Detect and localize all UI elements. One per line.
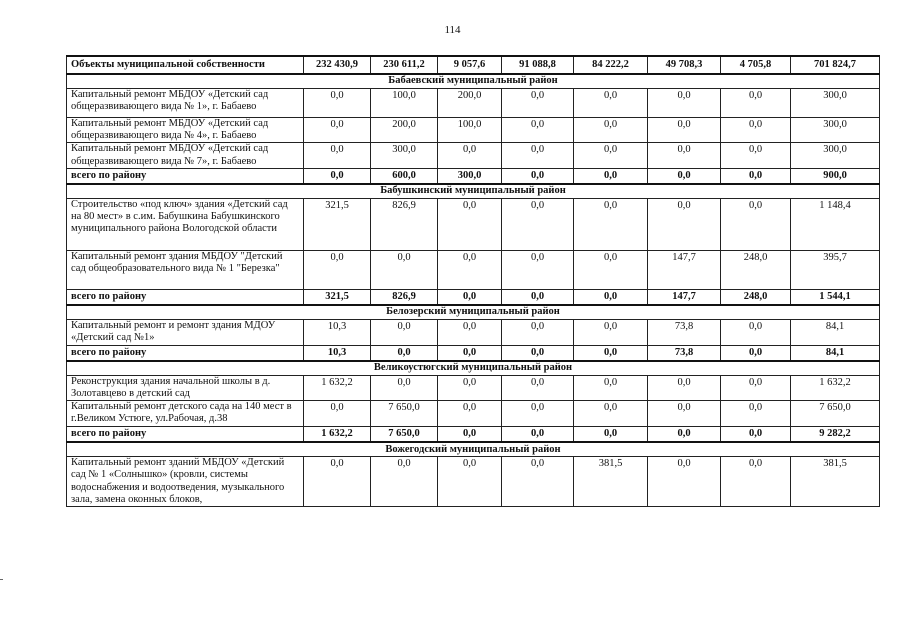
- total-value: 0,0: [502, 168, 574, 184]
- district-heading: Бабушкинский муниципальный район: [67, 184, 880, 199]
- total-value: 0,0: [721, 427, 791, 443]
- cell-value: 200,0: [371, 118, 438, 143]
- total-value: 300,0: [438, 168, 502, 184]
- table-row: [67, 319, 880, 345]
- total-value: 0,0: [574, 168, 648, 184]
- total-value: 0,0: [438, 345, 502, 361]
- total-label: всего по району: [67, 427, 304, 443]
- object-name: Капитальный ремонт здания МБДОУ "Детский сад общеобразовательного вида № 1 "Березка": [67, 250, 304, 289]
- district-total-row: [67, 289, 880, 305]
- district-total-row: [67, 168, 880, 184]
- cell-value: 0,0: [648, 198, 721, 250]
- cell-value: 300,0: [791, 143, 880, 168]
- header-value: 4 705,8: [721, 56, 791, 74]
- total-value: 0,0: [648, 168, 721, 184]
- cell-value: 826,9: [371, 198, 438, 250]
- total-label: всего по району: [67, 345, 304, 361]
- total-value: 9 282,2: [791, 427, 880, 443]
- cell-value: 10,3: [304, 319, 371, 345]
- cell-value: 0,0: [304, 118, 371, 143]
- cell-value: 0,0: [502, 143, 574, 168]
- total-value: 1 632,2: [304, 427, 371, 443]
- cell-value: 0,0: [371, 319, 438, 345]
- header-value: 232 430,9: [304, 56, 371, 74]
- total-value: 0,0: [721, 345, 791, 361]
- cell-value: 1 632,2: [304, 375, 371, 400]
- cell-value: 1 632,2: [791, 375, 880, 400]
- cell-value: 0,0: [438, 457, 502, 507]
- cell-value: 0,0: [721, 143, 791, 168]
- cell-value: 0,0: [304, 250, 371, 289]
- total-value: 7 650,0: [371, 427, 438, 443]
- cell-value: 0,0: [574, 401, 648, 427]
- total-value: 0,0: [502, 427, 574, 443]
- cell-value: 100,0: [371, 89, 438, 118]
- object-name: Капитальный ремонт и ремонт здания МДОУ «Детский сад №1»: [67, 319, 304, 345]
- cell-value: 0,0: [574, 375, 648, 400]
- total-value: 0,0: [438, 289, 502, 305]
- district-heading-row: [67, 74, 880, 89]
- cell-value: 300,0: [371, 143, 438, 168]
- cell-value: 0,0: [438, 250, 502, 289]
- cell-value: 0,0: [721, 319, 791, 345]
- total-value: 84,1: [791, 345, 880, 361]
- cell-value: 147,7: [648, 250, 721, 289]
- total-value: 0,0: [438, 427, 502, 443]
- cell-value: 0,0: [304, 457, 371, 507]
- table-row: [67, 89, 880, 118]
- cell-value: 0,0: [371, 457, 438, 507]
- table-row: [67, 143, 880, 168]
- header-value: 9 057,6: [438, 56, 502, 74]
- cell-value: 0,0: [502, 457, 574, 507]
- table-row: [67, 401, 880, 427]
- header-value: 701 824,7: [791, 56, 880, 74]
- cell-value: 0,0: [438, 143, 502, 168]
- cell-value: 84,1: [791, 319, 880, 345]
- total-value: 0,0: [648, 427, 721, 443]
- cell-value: 248,0: [721, 250, 791, 289]
- object-name: Капитальный ремонт МБДОУ «Детский сад общеразвивающего вида № 1», г. Бабаево: [67, 89, 304, 118]
- cell-value: 381,5: [574, 457, 648, 507]
- district-heading-row: [67, 442, 880, 457]
- scan-mark: [0, 579, 3, 580]
- total-value: 0,0: [574, 289, 648, 305]
- cell-value: 0,0: [721, 89, 791, 118]
- header-value: 49 708,3: [648, 56, 721, 74]
- total-value: 0,0: [574, 345, 648, 361]
- cell-value: 0,0: [438, 375, 502, 400]
- district-heading: Бабаевский муниципальный район: [67, 74, 880, 89]
- object-name: Реконструкция здания начальной школы в д. Золотавцево в детский сад: [67, 375, 304, 400]
- cell-value: 0,0: [721, 375, 791, 400]
- cell-value: 0,0: [502, 319, 574, 345]
- cell-value: 0,0: [502, 89, 574, 118]
- total-value: 0,0: [721, 168, 791, 184]
- cell-value: 200,0: [438, 89, 502, 118]
- total-value: 321,5: [304, 289, 371, 305]
- table-row: [67, 457, 880, 507]
- table-row: [67, 118, 880, 143]
- cell-value: 0,0: [721, 118, 791, 143]
- district-total-row: [67, 427, 880, 443]
- cell-value: 7 650,0: [791, 401, 880, 427]
- cell-value: 0,0: [574, 118, 648, 143]
- cell-value: 73,8: [648, 319, 721, 345]
- cell-value: 0,0: [371, 250, 438, 289]
- cell-value: 0,0: [574, 198, 648, 250]
- cell-value: 0,0: [438, 319, 502, 345]
- total-value: 0,0: [574, 427, 648, 443]
- cell-value: 0,0: [438, 198, 502, 250]
- cell-value: 0,0: [648, 457, 721, 507]
- district-total-row: [67, 345, 880, 361]
- district-heading-row: [67, 184, 880, 199]
- cell-value: 0,0: [574, 89, 648, 118]
- cell-value: 0,0: [648, 401, 721, 427]
- district-heading-row: [67, 361, 880, 376]
- cell-value: 0,0: [502, 118, 574, 143]
- table-header-row: [67, 56, 880, 74]
- total-value: 1 544,1: [791, 289, 880, 305]
- district-heading-row: [67, 305, 880, 320]
- object-name: Капитальный ремонт МБДОУ «Детский сад общеразвивающего вида № 4», г. Бабаево: [67, 118, 304, 143]
- cell-value: 321,5: [304, 198, 371, 250]
- cell-value: 0,0: [648, 375, 721, 400]
- total-value: 147,7: [648, 289, 721, 305]
- object-name: Строительство «под ключ» здания «Детский сад на 80 мест» в с.им. Бабушкина Бабушкинского муниципального района Вологодской области: [67, 198, 304, 250]
- cell-value: 300,0: [791, 89, 880, 118]
- header-value: 91 088,8: [502, 56, 574, 74]
- cell-value: 395,7: [791, 250, 880, 289]
- total-value: 600,0: [371, 168, 438, 184]
- budget-table: [66, 55, 880, 507]
- cell-value: 0,0: [502, 198, 574, 250]
- cell-value: 0,0: [371, 375, 438, 400]
- total-value: 900,0: [791, 168, 880, 184]
- cell-value: 0,0: [502, 375, 574, 400]
- page-number: 114: [444, 24, 461, 36]
- header-label: Объекты муниципальной собственности: [67, 56, 304, 74]
- district-heading: Великоустюгский муниципальный район: [67, 361, 880, 376]
- total-value: 10,3: [304, 345, 371, 361]
- object-name: Капитальный ремонт МБДОУ «Детский сад общеразвивающего вида № 7», г. Бабаево: [67, 143, 304, 168]
- total-label: всего по району: [67, 289, 304, 305]
- cell-value: 0,0: [304, 143, 371, 168]
- cell-value: 381,5: [791, 457, 880, 507]
- cell-value: 0,0: [574, 143, 648, 168]
- total-value: 0,0: [371, 345, 438, 361]
- cell-value: 100,0: [438, 118, 502, 143]
- table-row: [67, 375, 880, 400]
- table-row: [67, 198, 880, 250]
- cell-value: 0,0: [648, 89, 721, 118]
- cell-value: 7 650,0: [371, 401, 438, 427]
- cell-value: 0,0: [304, 89, 371, 118]
- total-value: 73,8: [648, 345, 721, 361]
- district-heading: Вожегодский муниципальный район: [67, 442, 880, 457]
- cell-value: 0,0: [502, 401, 574, 427]
- cell-value: 0,0: [574, 250, 648, 289]
- object-name: Капитальный ремонт зданий МБДОУ «Детский сад № 1 «Солнышко» (кровли, системы водоснабжения и водоотведения, музыкального зала, замена оконных блоков,: [67, 457, 304, 507]
- total-value: 0,0: [502, 345, 574, 361]
- cell-value: 0,0: [574, 319, 648, 345]
- cell-value: 0,0: [438, 401, 502, 427]
- cell-value: 0,0: [721, 457, 791, 507]
- table-row: [67, 250, 880, 289]
- cell-value: 0,0: [304, 401, 371, 427]
- total-label: всего по району: [67, 168, 304, 184]
- total-value: 0,0: [502, 289, 574, 305]
- cell-value: 0,0: [648, 118, 721, 143]
- total-value: 0,0: [304, 168, 371, 184]
- cell-value: 0,0: [648, 143, 721, 168]
- header-value: 84 222,2: [574, 56, 648, 74]
- cell-value: 0,0: [721, 401, 791, 427]
- cell-value: 0,0: [721, 198, 791, 250]
- cell-value: 0,0: [502, 250, 574, 289]
- total-value: 248,0: [721, 289, 791, 305]
- district-heading: Белозерский муниципальный район: [67, 305, 880, 320]
- cell-value: 1 148,4: [791, 198, 880, 250]
- header-value: 230 611,2: [371, 56, 438, 74]
- total-value: 826,9: [371, 289, 438, 305]
- cell-value: 300,0: [791, 118, 880, 143]
- object-name: Капитальный ремонт детского сада на 140 мест в г.Великом Устюге, ул.Рабочая, д.38: [67, 401, 304, 427]
